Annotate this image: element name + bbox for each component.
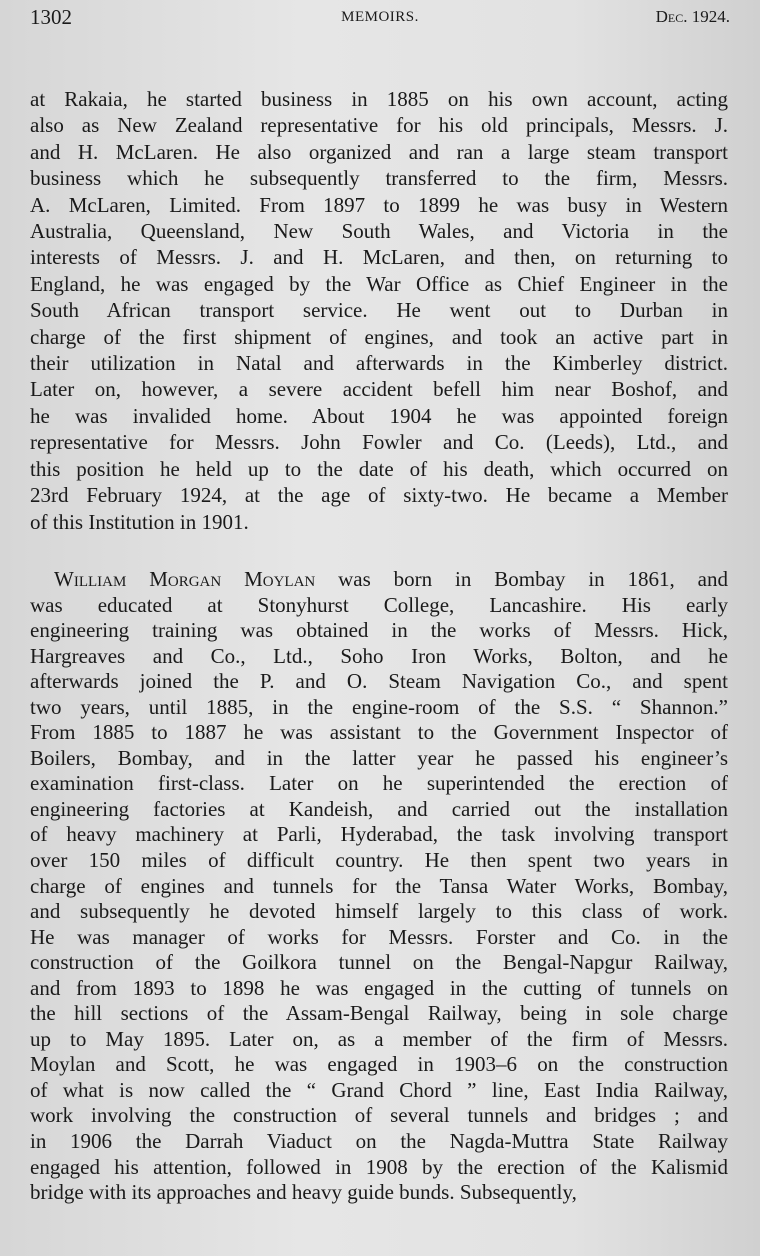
text-line: business which he subsequently transferred to the firm, Messrs. xyxy=(30,166,728,191)
text-line: engineering factories at Kandeish, and carried out the installation xyxy=(30,796,728,821)
page-number: 1302 xyxy=(30,5,72,29)
text-line: England, he was engaged by the War Office as Chief Engineer in the xyxy=(30,271,728,296)
running-title: MEMOIRS. xyxy=(341,9,419,25)
text-line: Boilers, Bombay, and in the latter year he passed his engineer’s xyxy=(30,745,728,770)
text-line: over 150 miles of difficult country. He then spent two years in xyxy=(30,848,728,873)
text-line: From 1885 to 1887 he was assistant to the Government Inspector of xyxy=(30,720,728,745)
text-line: bridge with its approaches and heavy guide bunds. Subsequently, xyxy=(30,1180,577,1205)
text-line: of heavy machinery at Parli, Hyderabad, the task involving transport xyxy=(30,822,728,847)
text-line: afterwards joined the P. and O. Steam Navigation Co., and spent xyxy=(30,669,728,694)
text-line: Moylan and Scott, he was engaged in 1903–6 on the construction xyxy=(30,1052,728,1077)
text-line: also as New Zealand representative for his old principals, Messrs. J. xyxy=(30,113,728,138)
text-line: William Morgan Moylan was born in Bombay in 1861, and xyxy=(54,567,728,591)
text-line: in 1906 the Darrah Viaduct on the Nagda-Muttra State Railway xyxy=(30,1129,728,1154)
text-line: their utilization in Natal and afterwards in the Kimberley district. xyxy=(30,351,728,376)
issue-date: Dec. 1924. xyxy=(655,7,730,26)
text-line: and subsequently he devoted himself largely to this class of work. xyxy=(30,899,728,924)
text-line: was educated at Stonyhurst College, Lancashire. His early xyxy=(30,592,728,617)
memoir-paragraph-moylan xyxy=(30,567,728,1206)
text-line: engineering training was obtained in the works of Messrs. Hick, xyxy=(30,618,728,643)
text-line: representative for Messrs. John Fowler and Co. (Leeds), Ltd., and xyxy=(30,430,728,455)
text-line: this position he held up to the date of his death, which occurred on xyxy=(30,456,728,481)
text-line: and H. McLaren. He also organized and ran a large steam transport xyxy=(30,139,728,164)
text-line: construction of the Goilkora tunnel on the Bengal-Napgur Railway, xyxy=(30,950,728,975)
text-line: engaged his attention, followed in 1908 by the erection of the Kalismid xyxy=(30,1154,728,1179)
text-line: two years, until 1885, in the engine-room of the S.S. “ Shannon.” xyxy=(30,694,728,719)
text-line: at Rakaia, he started business in 1885 on his own account, acting xyxy=(30,87,728,111)
memoir-paragraph-continued xyxy=(30,86,728,535)
text-line: interests of Messrs. J. and H. McLaren, and then, on returning to xyxy=(30,245,728,270)
text-line: Later on, however, a severe accident befell him near Boshof, and xyxy=(30,377,728,402)
text-line: of this Institution in 1901. xyxy=(30,509,249,534)
text-line: A. McLaren, Limited. From 1897 to 1899 he was busy in Western xyxy=(30,192,728,217)
text-line: charge of engines and tunnels for the Tansa Water Works, Bombay, xyxy=(30,873,728,898)
running-header xyxy=(30,5,730,35)
text-line: and from 1893 to 1898 he was engaged in the cutting of tunnels on xyxy=(30,975,728,1000)
memoir-subject-name: William Morgan Moylan xyxy=(54,567,316,591)
text-line: He was manager of works for Messrs. Forster and Co. in the xyxy=(30,924,728,949)
text-line: South African transport service. He went out to Durban in xyxy=(30,298,728,323)
text-line: charge of the first shipment of engines, and took an active part in xyxy=(30,324,728,349)
text-line: up to May 1895. Later on, as a member of the firm of Messrs. xyxy=(30,1026,728,1051)
text-line: the hill sections of the Assam-Bengal Railway, being in sole charge xyxy=(30,1001,728,1026)
text-line: Australia, Queensland, New South Wales, and Victoria in the xyxy=(30,219,728,244)
text-line: Hargreaves and Co., Ltd., Soho Iron Works, Bolton, and he xyxy=(30,643,728,668)
text-line: examination first-class. Later on he superintended the erection of xyxy=(30,771,728,796)
text-line: work involving the construction of several tunnels and bridges ; and xyxy=(30,1103,728,1128)
text-line: he was invalided home. About 1904 he was appointed foreign xyxy=(30,403,728,428)
text-line: 23rd February 1924, at the age of sixty-two. He became a Member xyxy=(30,483,728,508)
text-line: of what is now called the “ Grand Chord ” line, East India Railway, xyxy=(30,1077,728,1102)
